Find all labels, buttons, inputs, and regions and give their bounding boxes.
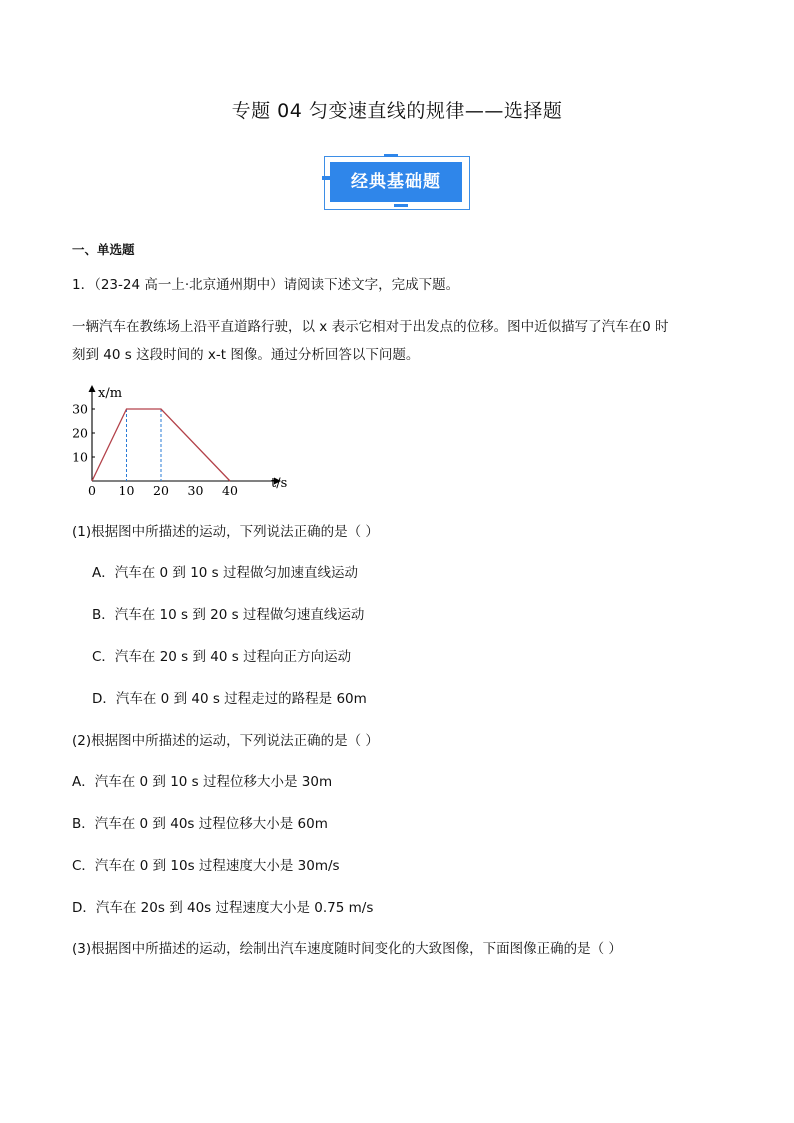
option-c: C．汽车在 20 s 到 40 s 过程向正方向运动 [92,649,352,665]
sub-question-stem: (1)根据图中所描述的运动，下列说法正确的是（ ） [72,524,379,540]
question-header: 1．（23-24 高一上·北京通州期中）请阅读下述文字，完成下题。 [72,277,460,293]
x-tick-label: 0 [88,483,96,498]
option-c: C．汽车在 0 到 10s 过程速度大小是 30m/s [72,858,340,874]
question-intro-line: 刻到 40 s 这段时间的 x-t 图像。通过分析回答以下问题。 [72,347,420,363]
x-tick-label: 20 [153,483,169,498]
sub-question-stem: (2)根据图中所描述的运动，下列说法正确的是（ ） [72,733,379,749]
y-axis-arrow [89,385,96,392]
option-d: D．汽车在 0 到 40 s 过程走过的路程是 60m [92,691,367,707]
badge-decoration [322,176,330,180]
sub-question-stem: (3)根据图中所描述的运动，绘制出汽车速度随时间变化的大致图像，下面图像正确的是（ ） [72,941,622,957]
question-intro-line: 一辆汽车在教练场上沿平直道路行驶，以 x 表示它相对于出发点的位移。图中近似描写了汽车在0 时 [72,319,669,335]
option-b: B．汽车在 10 s 到 20 s 过程做匀速直线运动 [92,607,365,623]
x-tick-label: 30 [187,483,204,498]
x-axis-label: t/s [271,476,288,491]
x-tick-label: 40 [222,483,238,498]
y-tick-label: 20 [72,425,88,441]
badge-decoration [384,154,398,157]
badge-decoration [394,204,408,207]
y-tick-label: 30 [72,401,88,417]
option-a: A．汽车在 0 到 10 s 过程做匀加速直线运动 [92,565,358,581]
option-b: B．汽车在 0 到 40s 过程位移大小是 60m [72,816,328,832]
badge-label: 经典基础题 [330,162,462,202]
y-axis-label: x/m [98,386,123,401]
x-tick-label: 10 [118,483,135,498]
option-a: A．汽车在 0 到 10 s 过程位移大小是 30m [72,774,333,790]
page-title: 专题 04 匀变速直线的规律——选择题 [231,100,563,122]
option-d: D．汽车在 20s 到 40s 过程速度大小是 0.75 m/s [72,900,374,916]
xt-chart [68,378,308,508]
section-badge [324,156,470,210]
y-tick-label: 10 [72,449,88,465]
section-heading: 一、单选题 [72,242,135,257]
